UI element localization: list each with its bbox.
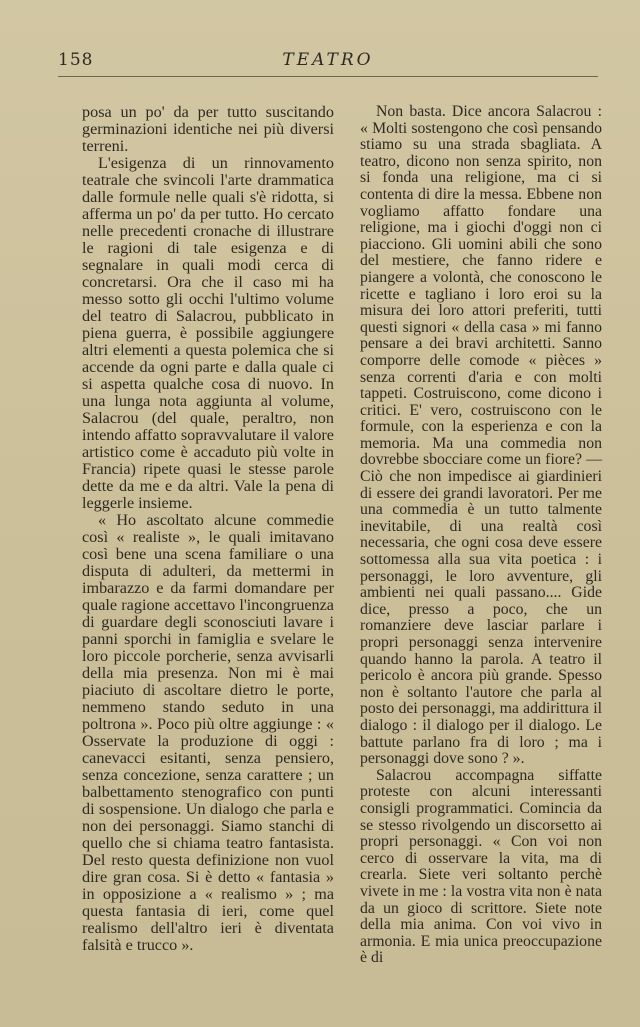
page-header: [58, 50, 598, 74]
paragraph: Salacrou accompagna siffatte proteste con alcuni interessanti consigli programmatici. Comincia da se stesso rivolgendo un discorsetto ai propri personaggi. « Con voi non cerco di osservare la vita, ma di crearla. Siete veri soltanto perchè vivete in me : la vostra vita non è nata da un gioco di scrittore. Siete note della mia anima. Con voi vivo in armonia. E mia unica preoccupazione è di: [360, 766, 602, 967]
paragraph: Non basta. Dice ancora Salacrou : « Molti sostengono che così pensando stiamo su una strada sbagliata. A teatro, dicono non senza spirito, non si fonda una religione, ma ci si contenta di dire la messa. Ebbene non vogliamo affatto fondare una religione, ma i giochi d'oggi non ci piacciono. Gli uomini abili che sono del mestiere, che fanno ridere e piangere a volontà, che conoscono le ricette e tagliano i loro eroi su la misura dei loro attori preferiti, tutti questi signori « della casa » mi fanno pensare a dei bravi architetti. Sanno comporre delle comode « pièces » senza correnti d'aria e con molti tappeti. Costruiscono, come dicono i critici. E' vero, costruiscono con le formule, con la esperienza e con la memoria. Ma una commedia non dovrebbe sbocciare come un fiore? — Ciò che non impedisce ai giardinieri di essere dei grandi lavoratori. Per me una commedia è un tutto talmente inevitabile, di una realtà così necessaria, che ogni cosa deve essere sottomessa alla sua vita poetica : i personaggi, le loro avventure, gli ambienti nei quali passano.... Gide dice, presso a poco, che un romanziere deve lasciar parlare i propri personaggi senza intervenire quando hanno la parola. A teatro il pericolo è ancora più grande. Spesso non è soltanto l'autore che parla al posto dei personaggi, ma addirittura il dialogo : il dialogo per il dialogo. Le battute parlano fra di loro ; ma i personaggi dove sono ? ».: [360, 103, 602, 768]
paragraph: L'esigenza di un rinnovamento teatrale che svincoli l'arte drammatica dalle formule nelle quali s'è ridotta, si afferma un po' da per tutto. Ho cercato nelle precedenti cronache di illustrare le ragioni di tale esigenza e di segnalare in quali modi cerca di concretarsi. Ora che il caso mi ha messo sotto gli occhi l'ultimo volume del teatro di Salacrou, pubblicato in piena guerra, è possibile aggiungere altri elementi a questa polemica che si accende da ogni parte e dalla quale ci si aspetta qualche cosa di nuovo. In una lunga nota aggiunta al volume, Salacrou (del quale, peraltro, non intendo affatto sopravvalutare il valore artistico come è accaduto più volte in Francia) ripete quasi le stesse parole dette da me e da altri. Vale la pena di leggerle insieme.: [82, 154, 334, 512]
page-number: 158: [58, 50, 94, 70]
paragraph: « Ho ascoltato alcune commedie così « realiste », le quali imitavano così bene una scena familiare o una disputa di adulteri, da mettermi in imbarazzo e da farmi domandare per quale ragione accettavo l'incongruenza di guardare degli sconosciuti lavare i panni sporchi in famiglia e svelare le loro piccole porcherie, senza avvisarli della mia presenza. Non mi è mai piaciuto di ascoltare dietro le porte, nemmeno stando seduto in una poltrona ». Poco più oltre aggiunge : « Osservate la produzione di oggi : canevacci esitanti, senza pensiero, senza concezione, senza carattere ; un balbettamento stenografico con punti di sospensione. Un dialogo che parla e non dei personaggi. Siamo stanchi di quello che si chiama teatro fantasista. Del resto questa definizione non vuol dire gran cosa. Si è detto « fantasia » in opposizione a « realismo » ; ma questa fantasia di ieri, come quel realismo dell'altro ieri è diventata falsità e trucco ».: [82, 511, 334, 954]
header-rule: [58, 76, 598, 77]
right-column: [360, 104, 602, 967]
running-title: TEATRO: [282, 50, 374, 70]
paragraph: posa un po' da per tutto suscitando germinazioni identiche nei più diversi terreni.: [82, 103, 334, 155]
left-column: [82, 104, 334, 954]
